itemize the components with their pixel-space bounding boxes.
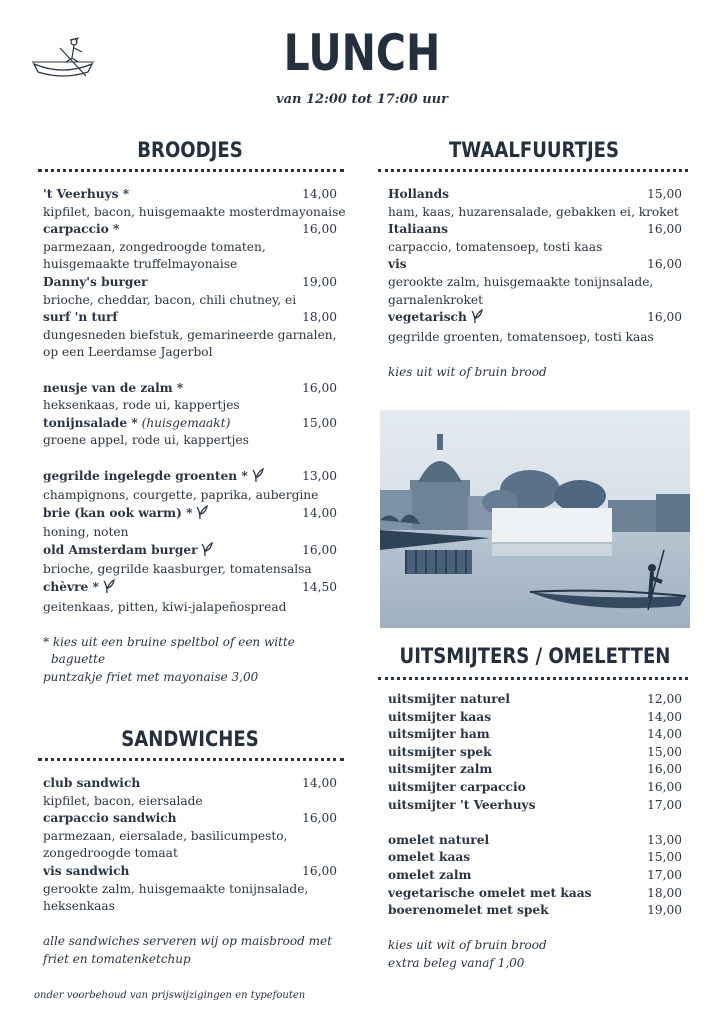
menu-item: 't Veerhuys * 14,00 [43, 187, 337, 201]
menu-item: boerenomelet met spek 19,00 [388, 903, 682, 918]
menu-item: uitsmijter kaas 14,00 [388, 709, 682, 724]
sandwiches-list: club sandwich 14,00 kipfilet, bacon, eiersalade carpaccio sandwich 16,00 parmezaan, eiersalade, basilicumpesto, zongedroogde tomaat vis sandwich 16,00 gerookte zalm, huisgemaakte tonijnsalade, heksenkaas alle sandwiches serveren wij op maisbrood met friet en tomatenketchup [43, 775, 337, 969]
menu-item: vis 16,00 [388, 257, 682, 272]
menu-item: club sandwich 14,00 [43, 776, 337, 790]
divider [378, 677, 688, 680]
vegetarian-leaf-icon [201, 542, 213, 562]
menu-item: surf 'n turf 18,00 [43, 310, 337, 325]
menu-item: Hollands 15,00 [388, 187, 682, 201]
vegetarian-leaf-icon [252, 468, 264, 488]
menu-item: uitsmijter zalm 16,00 [388, 762, 682, 777]
twaalfuurtjes-list: Hollands 15,00 ham, kaas, huzarensalade, gebakken ei, kroket Italiaans 16,00 carpaccio, tomatensoep, tosti kaas vis 16,00 gerookte zalm, huisgemaakte tonijnsalade, garnalenkroket vegetarisch 16,00 gegrilde groenten, tomatensoep, tosti kaas kies uit wit of bruin brood [388, 186, 682, 382]
sandwiches-note: alle sandwiches serveren wij op maisbrood met [43, 934, 332, 949]
menu-item: brie (kan ook warm) * 14,00 [43, 505, 337, 525]
menu-item: vegetarische omelet met kaas 18,00 [388, 885, 682, 900]
menu-item: omelet naturel 13,00 [388, 832, 682, 847]
uitsmijters-list [388, 691, 682, 973]
sandwiches-note: friet en tomatenketchup [43, 951, 191, 966]
section-title-uitsmijters: UITSMIJTERS / OMELETTEN [399, 644, 671, 668]
footer-disclaimer: onder voorbehoud van prijswijzigingen en typefouten [34, 990, 306, 1001]
menu-item: Italiaans 16,00 [388, 222, 682, 237]
historic-harbour-photo [380, 410, 690, 628]
broodjes-note: puntzakje friet met mayonaise 3,00 [43, 670, 259, 685]
menu-item: uitsmijter ham 14,00 [388, 727, 682, 742]
page-title: LUNCH [283, 24, 441, 82]
menu-item: omelet kaas 15,00 [388, 850, 682, 865]
broodjes-note: baguette [51, 652, 106, 667]
section-title-sandwiches: SANDWICHES [121, 727, 259, 751]
divider [378, 169, 688, 172]
menu-item: vis sandwich 16,00 [43, 863, 337, 878]
divider [38, 169, 344, 172]
menu-item: chèvre * 14,50 [43, 579, 337, 599]
menu-item: carpaccio sandwich 16,00 [43, 811, 337, 826]
menu-item: old Amsterdam burger 16,00 [43, 542, 337, 562]
broodjes-note: * kies uit een bruine speltbol of een witte [43, 634, 295, 649]
menu-item: Danny's burger 19,00 [43, 274, 337, 289]
menu-item: omelet zalm 17,00 [388, 867, 682, 882]
menu-item: uitsmijter naturel 12,00 [388, 692, 682, 706]
divider [38, 758, 344, 761]
vegetarian-leaf-icon [471, 309, 483, 329]
menu-item: gegrilde ingelegde groenten * 13,00 [43, 468, 337, 488]
menu-item: tonijnsalade * (huisgemaakt) 15,00 [43, 415, 337, 430]
menu-item: uitsmijter spek 15,00 [388, 744, 682, 759]
broodjes-list: 't Veerhuys * 14,00 kipfilet, bacon, huisgemaakte mosterdmayonaise carpaccio * 16,00 parmezaan, zongedroogde tomaten, huisgemaakte truffelmayonaise Danny's burger 19,00 brioche, cheddar, bacon, chili chutney, ei surf 'n turf 18,00 dungesneden biefstuk, gemarineerde garnalen, op een Leerdamse Jagerbol neusje van de zalm * 16,00 heksenkaas, rode ui, kappertjes tonijnsalade * (huisgemaakt) 15,00 groene appel, rode ui, kappertjes gegrilde ingelegde groenten * 13,00 champignons, courgette, paprika, aubergine brie (kan ook warm) * 14,00 honing, noten old Amsterdam burger 16,00 brioche, gegrilde kaasburger, tomatensalsa chèvre * 14,50 geitenkaas, pitten, kiwi-jalapeñospread * kies uit een bruine speltbol of een witte baguette puntzakje friet met mayonaise 3,00 [43, 186, 337, 687]
section-title-twaalfuurtjes: TWAALFUURTJES [448, 138, 620, 162]
vegetarian-leaf-icon [103, 579, 115, 599]
opening-hours: van 12:00 tot 17:00 uur [276, 92, 448, 107]
menu-item: vegetarisch 16,00 [388, 309, 682, 329]
uitsmijters-note: kies uit wit of bruin brood [388, 938, 547, 953]
vegetarian-leaf-icon [196, 505, 208, 525]
uitsmijters-note: extra beleg vanaf 1,00 [388, 955, 525, 970]
twaalfuurtjes-note: kies uit wit of bruin brood [388, 364, 547, 379]
menu-item: carpaccio * 16,00 [43, 222, 337, 237]
menu-item: uitsmijter carpaccio 16,00 [388, 779, 682, 794]
menu-item: neusje van de zalm * 16,00 [43, 380, 337, 395]
section-title-broodjes: BROODJES [137, 138, 243, 162]
menu-item: uitsmijter 't Veerhuys 17,00 [388, 797, 682, 812]
